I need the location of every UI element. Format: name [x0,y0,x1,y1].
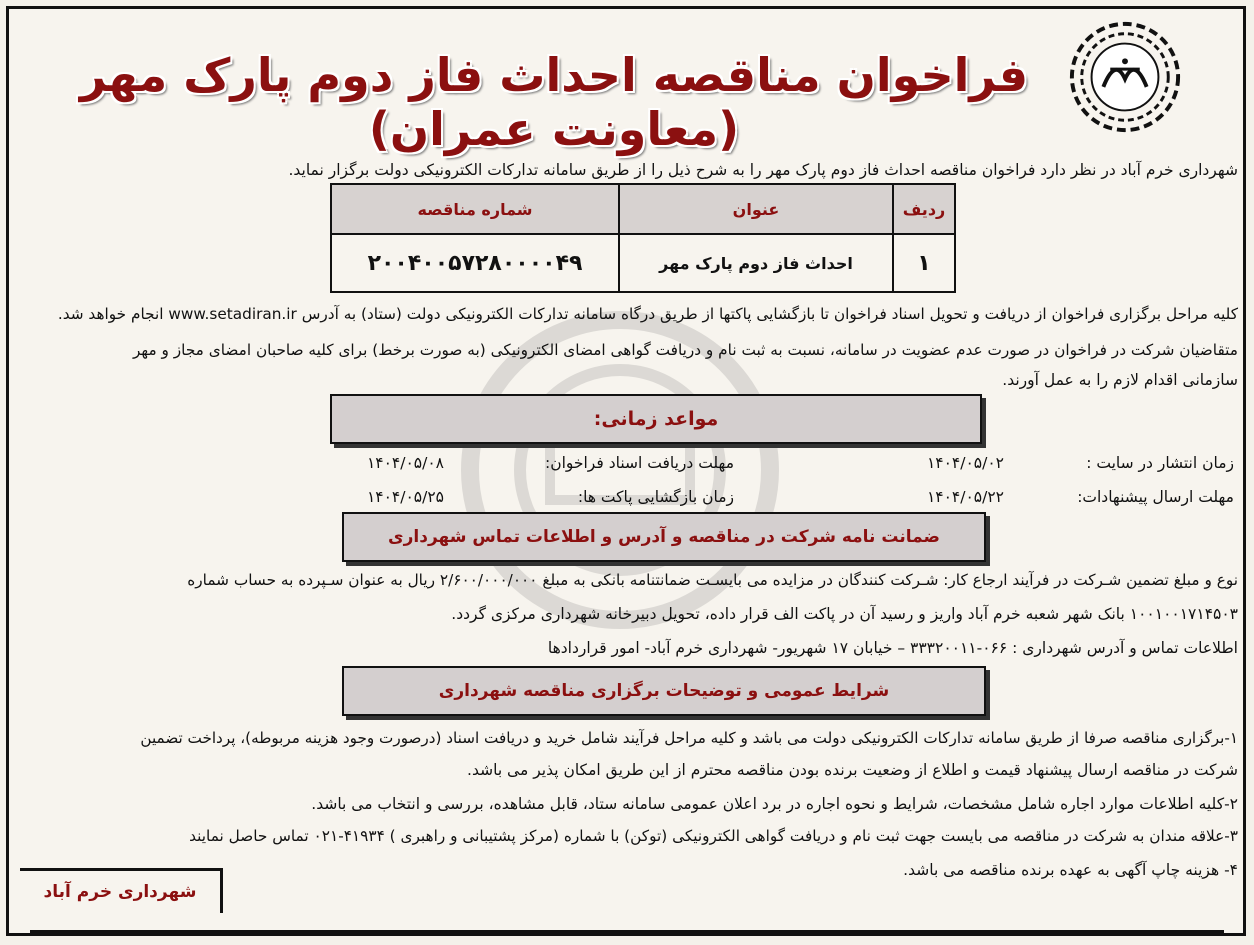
opening-label: زمان بازگشایی پاکت ها: [577,488,734,506]
guarantee-heading: ضمانت نامه شرکت در مناقصه و آدرس و اطلاعات تماس شهرداری [342,512,986,562]
submit-value: ۱۴۰۴/۰۵/۲۲ [926,488,1004,506]
page-title: فراخوان مناقصه احداث فاز دوم پارک مهر (معاونت عمران) [79,48,1029,156]
column-header-tender-number: شماره مناقصه [331,184,619,234]
procedure-line-3: سازمانی اقدام لازم را به عمل آورند. [1002,371,1238,389]
guarantee-line-1: نوع و مبلغ تضمین شـرکت در فرآیند ارجاع کار: شـرکت کنندگان در مزایده می بایسـت ضمانتنامه بانکی به مبلغ ۲/۶۰۰/۰۰۰/۰۰۰ ریال به عنوان سـپرده به حساب شماره [187,571,1238,589]
conditions-heading: شرایط عمومی و توضیحات برگزاری مناقصه شهرداری [342,666,986,716]
column-header-row-number: ردیف [893,184,955,234]
submit-label: مهلت ارسال پیشنهادات: [1077,488,1234,506]
cell-tender-number: ۲۰۰۴۰۰۵۷۲۸۰۰۰۰۴۹ [331,234,619,292]
doc-deadline-value: ۱۴۰۴/۰۵/۰۸ [366,454,444,472]
procedure-line-2: متقاضیان شرکت در فراخوان در صورت عدم عضویت در سامانه، نسبت به ثبت نام و دریافت گواهی امضای الکترونیکی (به صورت برخط) برای کلیه صاحبان امضای مجاز و مهر [132,341,1238,359]
procedure-line-1: کلیه مراحل برگزاری فراخوان از دریافت و تحویل اسناد فراخوان تا بازگشایی پاکتها از طریق درگاه سامانه تدارکات الکترونیکی دولت (ستاد) به آدرس www.setadiran.ir انجام خواهد شد. [57,305,1238,323]
cell-row-number: ۱ [893,234,955,292]
footer-signature: شهرداری خرم آباد [20,868,223,913]
guarantee-line-2: ۱۰۰۱۰۰۱۷۱۴۵۰۳ بانک شهر شعبه خرم آباد واریز و رسید آن در پاکت الف قرار داده، تحویل دبیرخانه شهرداری مرکزی گردد. [451,605,1238,623]
condition-item-1b: شرکت در مناقصه ارسال پیشنهاد قیمت و اطلاع از وضعیت برنده بودن مناقصه محترم از این طریق امکان پذیر می باشد. [467,761,1238,779]
deadlines-heading: مواعد زمانی: [330,394,982,444]
opening-value: ۱۴۰۴/۰۵/۲۵ [366,488,444,506]
column-header-title: عنوان [619,184,893,234]
condition-item-4: ۴- هزینه چاپ آگهی به عهده برنده مناقصه می باشد. [903,861,1238,879]
cell-title: احداث فاز دوم پارک مهر [619,234,893,292]
publish-label: زمان انتشار در سایت : [1086,454,1234,472]
municipality-logo-icon [1066,18,1184,136]
condition-item-3: ۳-علاقه مندان به شرکت در مناقصه می بایست جهت ثبت نام و دریافت گواهی الکترونیکی (توکن) با شماره (مرکز پشتیبانی و راهبری ) ۴۱۹۳۴-۰۲۱ تماس حاصل نمایند [189,827,1238,845]
doc-deadline-label: مهلت دریافت اسناد فراخوان: [545,454,734,472]
condition-item-2: ۲-کلیه اطلاعات موارد اجاره شامل مشخصات، شرایط و نحوه اجاره در برد اعلان عمومی سامانه ستاد، قابل مشاهده، بررسی و انتخاب می باشد. [311,795,1238,813]
bottom-rule [30,930,1224,934]
contact-info: اطلاعات تماس و آدرس شهرداری : ۰۶۶-۳۳۳۲۰۰۱۱ – خیابان ۱۷ شهریور- شهرداری خرم آباد- امور قراردادها [547,639,1238,657]
table-row [331,234,955,292]
condition-item-1a: ۱-برگزاری مناقصه صرفا از طریق سامانه تدارکات الکترونیکی دولت می باشد و کلیه مراحل فرآیند شامل خرید و دریافت اسناد (درصورت وجود هزینه مربوطه)، پرداخت تضمین [140,729,1238,747]
tender-table [330,183,956,293]
table-header-row [331,184,955,234]
intro-text: شهرداری خرم آباد در نظر دارد فراخوان مناقصه احداث فاز دوم پارک مهر را به شرح ذیل را از طریق سامانه تدارکات الکترونیکی دولت برگزار نماید. [288,161,1238,179]
publish-value: ۱۴۰۴/۰۵/۰۲ [926,454,1004,472]
